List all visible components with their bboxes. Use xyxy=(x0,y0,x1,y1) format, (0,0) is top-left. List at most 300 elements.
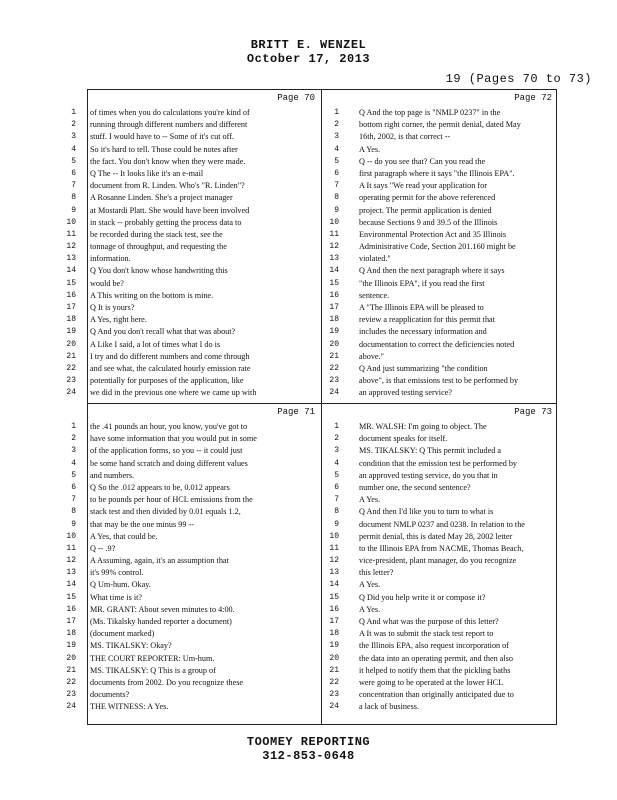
line-number: 9 xyxy=(71,519,76,529)
line-number: 24 xyxy=(66,388,76,398)
line-number: 7 xyxy=(334,495,339,505)
line-number: 5 xyxy=(334,470,339,480)
transcript-line xyxy=(66,640,321,652)
line-number: 12 xyxy=(329,242,339,252)
line-text: information. xyxy=(90,254,131,264)
line-number: 12 xyxy=(329,556,339,566)
line-number: 3 xyxy=(334,446,339,456)
line-text: bottom right corner, the permit denial, dated May xyxy=(359,120,521,130)
line-number: 13 xyxy=(329,568,339,578)
line-number: 16 xyxy=(66,604,76,614)
transcript-line xyxy=(322,192,558,204)
line-number: 16 xyxy=(329,604,339,614)
panel-page-71 xyxy=(66,404,321,726)
transcript-line xyxy=(322,531,558,543)
transcript-line xyxy=(66,543,321,555)
line-number: 15 xyxy=(329,278,339,288)
line-text: the .41 pounds an hour, you know, you've got to xyxy=(90,422,248,431)
transcript-line xyxy=(66,351,321,363)
line-number: 20 xyxy=(329,653,339,663)
line-text: at Mostardi Platt. She would have been involved xyxy=(90,205,250,215)
line-number: 10 xyxy=(329,531,339,541)
line-number: 24 xyxy=(66,702,76,712)
transcript-line xyxy=(322,506,558,518)
transcript-line xyxy=(322,640,558,652)
line-text: it helped to notify them that the pickling baths xyxy=(359,665,511,675)
line-number: 7 xyxy=(334,181,339,191)
transcript-line xyxy=(322,458,558,470)
line-text: (document marked) xyxy=(90,629,155,639)
line-number: 18 xyxy=(329,315,339,325)
line-text: a lack of business. xyxy=(359,702,420,712)
line-number: 16 xyxy=(66,290,76,300)
line-number: 3 xyxy=(71,446,76,456)
line-number: 19 xyxy=(66,327,76,337)
line-text: the fact. You don't know when they were made. xyxy=(90,156,246,166)
transcript-line xyxy=(71,180,321,192)
line-text: would be? xyxy=(90,278,124,288)
line-text: project. The permit application is denied xyxy=(359,205,492,215)
line-text: be some hand scratch and doing different values xyxy=(90,458,248,468)
line-text: to the Illinois EPA from NACME, Thomas Beach, xyxy=(359,543,524,553)
line-text: A Yes. xyxy=(359,144,381,154)
transcript-line xyxy=(322,628,558,640)
transcript-line xyxy=(71,506,321,518)
line-text: permit denial, this is dated May 28, 2002 letter xyxy=(359,531,513,541)
line-text: A This writing on the bottom is mine. xyxy=(90,290,214,300)
transcript-line xyxy=(322,470,558,482)
line-number: 9 xyxy=(334,519,339,529)
line-text: I try and do different numbers and come through xyxy=(90,351,250,361)
transcript-line xyxy=(322,604,558,616)
line-number: 4 xyxy=(334,458,339,468)
transcript-line xyxy=(71,107,321,119)
line-number: 23 xyxy=(329,690,339,700)
transcript-line xyxy=(66,278,321,290)
line-text: the data into an operating permit, and then also xyxy=(359,653,513,663)
transcript-line xyxy=(322,351,558,363)
line-text: concentration than originally anticipated due to xyxy=(359,690,514,700)
transcript-line xyxy=(66,677,321,689)
line-text: Q And then the next paragraph where it says xyxy=(359,266,505,276)
line-number: 2 xyxy=(71,120,76,130)
line-number: 17 xyxy=(66,617,76,626)
line-number: 7 xyxy=(71,495,76,505)
transcript-line xyxy=(322,543,558,555)
line-number: 5 xyxy=(71,156,76,166)
panel-page-73 xyxy=(322,404,558,726)
transcript-line xyxy=(322,339,558,351)
line-text: have some information that you would put in some xyxy=(90,434,257,444)
line-number: 23 xyxy=(329,376,339,386)
transcript-line xyxy=(66,241,321,253)
line-number: 8 xyxy=(71,193,76,203)
transcript-line xyxy=(322,616,558,628)
page-range: 19 (Pages 70 to 73) xyxy=(445,72,592,86)
line-number: 11 xyxy=(329,543,339,553)
line-text: document NMLP 0237 and 0238. In relation to the xyxy=(359,519,525,529)
line-number: 19 xyxy=(329,327,339,337)
transcript-line xyxy=(66,567,321,579)
line-text: tonnage of throughput, and requesting the xyxy=(90,242,227,252)
transcript-line xyxy=(322,326,558,338)
transcript-line xyxy=(322,421,558,433)
line-text: 16th, 2002, is that correct -- xyxy=(359,132,451,142)
line-text: we did in the previous one where we came up with xyxy=(90,388,257,398)
line-text: A Assuming, again, it's an assumption that xyxy=(90,556,229,566)
line-number: 2 xyxy=(334,434,339,444)
line-text: Q You don't know whose handwriting this xyxy=(90,266,228,276)
line-number: 20 xyxy=(66,339,76,349)
transcript-line xyxy=(322,701,558,713)
transcript-line xyxy=(66,701,321,713)
line-text: "the Illinois EPA", if you read the first xyxy=(359,278,485,288)
line-number: 14 xyxy=(329,580,339,590)
line-number: 5 xyxy=(71,470,76,480)
transcript-line xyxy=(322,144,558,156)
transcript-line xyxy=(71,494,321,506)
transcript-line xyxy=(322,579,558,591)
line-number: 19 xyxy=(66,641,76,651)
line-text: condition that the emission test be performed by xyxy=(359,458,518,468)
transcript-line xyxy=(322,314,558,326)
line-number: 17 xyxy=(66,303,76,312)
line-number: 18 xyxy=(329,629,339,639)
transcript-line xyxy=(71,205,321,217)
line-text: THE WITNESS: A Yes. xyxy=(90,702,169,712)
line-number: 21 xyxy=(329,351,339,361)
line-number: 7 xyxy=(71,181,76,191)
transcript-line xyxy=(66,653,321,665)
transcript-line xyxy=(322,555,558,567)
line-text: Q And you don't recall what that was about? xyxy=(90,327,236,337)
transcript-line xyxy=(322,482,558,494)
line-number: 8 xyxy=(71,507,76,517)
transcript-line xyxy=(66,387,321,399)
transcript-line xyxy=(322,241,558,253)
transcript-line xyxy=(66,302,321,314)
transcript-line xyxy=(322,290,558,302)
line-text: MS. TIKALSKY: Q This is a group of xyxy=(90,665,216,675)
line-number: 16 xyxy=(329,290,339,300)
line-text: an approved testing service, do you that in xyxy=(359,470,498,480)
transcript-line xyxy=(66,531,321,543)
transcript-line xyxy=(322,107,558,119)
line-number: 1 xyxy=(334,422,339,431)
transcript-line xyxy=(322,363,558,375)
line-text: potentially for purposes of the application, like xyxy=(90,376,244,386)
reporter-phone: 312-853-0648 xyxy=(262,749,355,763)
line-text: documents? xyxy=(90,690,130,700)
transcript-line xyxy=(66,290,321,302)
line-text: Q -- do you see that? Can you read the xyxy=(359,156,486,166)
line-text: Q Did you help write it or compose it? xyxy=(359,592,486,602)
transcript-line xyxy=(66,217,321,229)
page-label: Page 70 xyxy=(277,93,315,103)
transcript-line xyxy=(322,119,558,131)
line-number: 6 xyxy=(71,482,76,492)
line-number: 5 xyxy=(334,156,339,166)
line-text: Administrative Code, Section 201.160 might be xyxy=(359,242,516,252)
line-text: be recorded during the stack test, see the xyxy=(90,229,223,239)
transcript-line xyxy=(322,519,558,531)
line-text: documents from 2002. Do you recognize these xyxy=(90,677,244,687)
line-text: and numbers. xyxy=(90,470,135,480)
line-number: 19 xyxy=(329,641,339,651)
line-number: 4 xyxy=(71,144,76,154)
transcript-line xyxy=(66,375,321,387)
line-number: 6 xyxy=(334,482,339,492)
line-text: A Yes. xyxy=(359,580,381,590)
line-text: Q And just summarizing "the condition xyxy=(359,363,488,373)
page-label: Page 71 xyxy=(277,407,315,417)
transcript-line xyxy=(66,229,321,241)
line-text: A "The Illinois EPA will be pleased to xyxy=(359,303,484,312)
line-text: A Yes. xyxy=(359,604,381,614)
line-number: 4 xyxy=(334,144,339,154)
line-text: A It was to submit the stack test report to xyxy=(359,629,494,639)
transcript-line xyxy=(66,363,321,375)
line-text: were going to be operated at the lower HCL xyxy=(359,677,504,687)
panel-page-70 xyxy=(66,90,321,403)
line-number: 11 xyxy=(329,229,339,239)
line-number: 6 xyxy=(71,168,76,178)
transcript-line xyxy=(322,265,558,277)
line-text: the Illinois EPA, also request incorporation of xyxy=(359,641,510,651)
line-number: 10 xyxy=(329,217,339,227)
line-number: 1 xyxy=(71,108,76,117)
transcript-line xyxy=(66,592,321,604)
transcript-line xyxy=(71,192,321,204)
line-text: A Yes. xyxy=(359,495,381,505)
transcript-line xyxy=(322,278,558,290)
line-text: (Ms. Tikalsky handed reporter a document) xyxy=(90,617,232,626)
line-text: Q The -- It looks like it's an e-mail xyxy=(90,168,204,178)
transcript-line xyxy=(71,482,321,494)
transcript-line xyxy=(322,131,558,143)
transcript-line xyxy=(322,375,558,387)
line-text: A Yes, that could be. xyxy=(90,531,158,541)
transcript-line xyxy=(322,156,558,168)
line-number: 3 xyxy=(334,132,339,142)
page-label: Page 72 xyxy=(514,93,552,103)
line-number: 17 xyxy=(329,617,339,626)
line-text: document speaks for itself. xyxy=(359,434,448,444)
line-number: 15 xyxy=(329,592,339,602)
line-text: review a reapplication for this permit that xyxy=(359,315,495,325)
line-number: 18 xyxy=(66,315,76,325)
line-text: that may be the one minus 99 -- xyxy=(90,519,194,529)
line-number: 14 xyxy=(329,266,339,276)
line-text: MR. WALSH: I'm going to object. The xyxy=(359,422,487,431)
line-number: 14 xyxy=(66,266,76,276)
transcript-line xyxy=(322,665,558,677)
transcript-line xyxy=(66,689,321,701)
line-text: an approved testing service? xyxy=(359,388,452,398)
line-number: 8 xyxy=(334,193,339,203)
line-text: violated." xyxy=(359,254,391,264)
line-text: sentence. xyxy=(359,290,390,300)
line-number: 11 xyxy=(66,229,76,239)
line-number: 15 xyxy=(66,592,76,602)
reporter-company: TOOMEY REPORTING xyxy=(246,735,371,749)
line-text: Environmental Protection Act and 35 Illinois xyxy=(359,229,507,239)
transcript-line xyxy=(66,665,321,677)
line-number: 9 xyxy=(334,205,339,215)
line-number: 15 xyxy=(66,278,76,288)
line-text: and see what, the calculated hourly emission rate xyxy=(90,363,251,373)
transcript-line xyxy=(71,421,321,433)
line-number: 18 xyxy=(66,629,76,639)
line-number: 4 xyxy=(71,458,76,468)
line-text: first paragraph where it says "the Illinois EPA". xyxy=(359,168,515,178)
line-text: running through different numbers and different xyxy=(90,120,248,130)
line-number: 12 xyxy=(66,556,76,566)
line-text: A Rosanne Linden. She's a project manager xyxy=(90,193,233,203)
line-text: A It says "We read your application for xyxy=(359,181,487,191)
transcript-line xyxy=(71,156,321,168)
line-text: Q -- .9? xyxy=(90,543,116,553)
line-number: 21 xyxy=(66,351,76,361)
line-number: 2 xyxy=(334,120,339,130)
transcript-line xyxy=(66,628,321,640)
line-text: Q And the top page is "NMLP 0237" in the xyxy=(359,108,501,117)
transcript-line xyxy=(322,302,558,314)
line-number: 20 xyxy=(66,653,76,663)
line-number: 21 xyxy=(66,665,76,675)
transcript-line xyxy=(71,144,321,156)
panel-page-72 xyxy=(322,90,558,403)
line-text: What time is it? xyxy=(90,592,143,602)
line-text: stuff. I would have to -- Some of it's cut off. xyxy=(90,132,234,142)
line-text: document from R. Linden. Who's "R. Linden"? xyxy=(90,181,245,191)
line-text: to be pounds per hour of HCL emissions from the xyxy=(90,495,253,505)
line-number: 9 xyxy=(71,205,76,215)
line-text: Q Um-hum. Okay. xyxy=(90,580,151,590)
line-text: Q It is yours? xyxy=(90,303,135,312)
line-number: 12 xyxy=(66,242,76,252)
transcript-line xyxy=(71,470,321,482)
line-text: operating permit for the above referenced xyxy=(359,193,496,203)
transcript-line xyxy=(322,205,558,217)
line-text: So it's hard to tell. Those could be notes after xyxy=(90,144,238,154)
line-number: 10 xyxy=(66,531,76,541)
line-number: 20 xyxy=(329,339,339,349)
transcript-line xyxy=(322,494,558,506)
transcript-line xyxy=(322,387,558,399)
transcript-line xyxy=(66,555,321,567)
line-text: MR. GRANT: About seven minutes to 4:00. xyxy=(90,604,235,614)
line-text: this letter? xyxy=(359,568,394,578)
transcript-line xyxy=(322,433,558,445)
transcript-line xyxy=(71,433,321,445)
line-text: it's 99% control. xyxy=(90,568,144,578)
page-label: Page 73 xyxy=(514,407,552,417)
deposition-date: October 17, 2013 xyxy=(246,52,371,66)
line-text: above", is that emissions test to be performed by xyxy=(359,376,519,386)
transcript-line xyxy=(66,314,321,326)
line-text: documentation to correct the deficiencies noted xyxy=(359,339,515,349)
transcript-line xyxy=(71,519,321,531)
line-number: 22 xyxy=(66,363,76,373)
transcript-line xyxy=(71,168,321,180)
line-number: 13 xyxy=(66,254,76,264)
line-number: 13 xyxy=(329,254,339,264)
line-number: 1 xyxy=(71,422,76,431)
line-text: Q And what was the purpose of this letter? xyxy=(359,617,499,626)
line-number: 1 xyxy=(334,108,339,117)
transcript-line xyxy=(322,592,558,604)
transcript-line xyxy=(322,677,558,689)
line-text: above." xyxy=(359,351,384,361)
line-number: 21 xyxy=(329,665,339,675)
line-number: 8 xyxy=(334,507,339,517)
line-number: 24 xyxy=(329,702,339,712)
transcript-line xyxy=(71,119,321,131)
transcript-line xyxy=(322,229,558,241)
transcript-line xyxy=(322,180,558,192)
transcript-grid xyxy=(66,89,557,725)
line-number: 17 xyxy=(329,303,339,312)
line-text: of times when you do calculations you're kind of xyxy=(90,108,250,117)
deponent-name: BRITT E. WENZEL xyxy=(250,38,367,52)
line-text: because Sections 9 and 39.5 of the Illinois xyxy=(359,217,498,227)
transcript-line xyxy=(322,217,558,229)
line-text: THE COURT REPORTER: Um-hum. xyxy=(90,653,215,663)
line-number: 22 xyxy=(329,677,339,687)
line-text: number one, the second sentence? xyxy=(359,482,471,492)
transcript-line xyxy=(322,445,558,457)
transcript-line xyxy=(66,604,321,616)
line-text: A Like I said, a lot of times what I do is xyxy=(90,339,221,349)
transcript-line xyxy=(66,326,321,338)
line-number: 2 xyxy=(71,434,76,444)
line-text: vice-president, plant manager, do you recognize xyxy=(359,556,517,566)
line-number: 13 xyxy=(66,568,76,578)
line-number: 11 xyxy=(66,543,76,553)
line-number: 14 xyxy=(66,580,76,590)
transcript-line xyxy=(71,131,321,143)
transcript-line xyxy=(66,339,321,351)
transcript-line xyxy=(322,168,558,180)
line-text: MS. TIKALSKY: Okay? xyxy=(90,641,172,651)
line-number: 22 xyxy=(66,677,76,687)
line-text: of the application forms, so you -- it could just xyxy=(90,446,243,456)
line-number: 23 xyxy=(66,376,76,386)
transcript-line xyxy=(322,653,558,665)
line-number: 10 xyxy=(66,217,76,227)
transcript-line xyxy=(71,458,321,470)
transcript-line xyxy=(71,445,321,457)
line-text: MS. TIKALSKY: Q This permit included a xyxy=(359,446,501,456)
transcript-line xyxy=(322,567,558,579)
line-number: 24 xyxy=(329,388,339,398)
transcript-line xyxy=(66,616,321,628)
transcript-line xyxy=(322,253,558,265)
line-text: Q And then I'd like you to turn to what is xyxy=(359,507,494,517)
transcript-line xyxy=(66,579,321,591)
line-text: A Yes, right here. xyxy=(90,315,147,325)
line-text: Q So the .012 appears to be, 0.012 appears xyxy=(90,482,230,492)
line-number: 6 xyxy=(334,168,339,178)
line-number: 22 xyxy=(329,363,339,373)
line-text: includes the necessary information and xyxy=(359,327,487,337)
line-number: 23 xyxy=(66,690,76,700)
line-number: 3 xyxy=(71,132,76,142)
line-text: stack test and then divided by 0.01 equals 1.2, xyxy=(90,507,241,517)
transcript-line xyxy=(66,253,321,265)
line-text: in stack -- probably getting the process data to xyxy=(90,217,242,227)
